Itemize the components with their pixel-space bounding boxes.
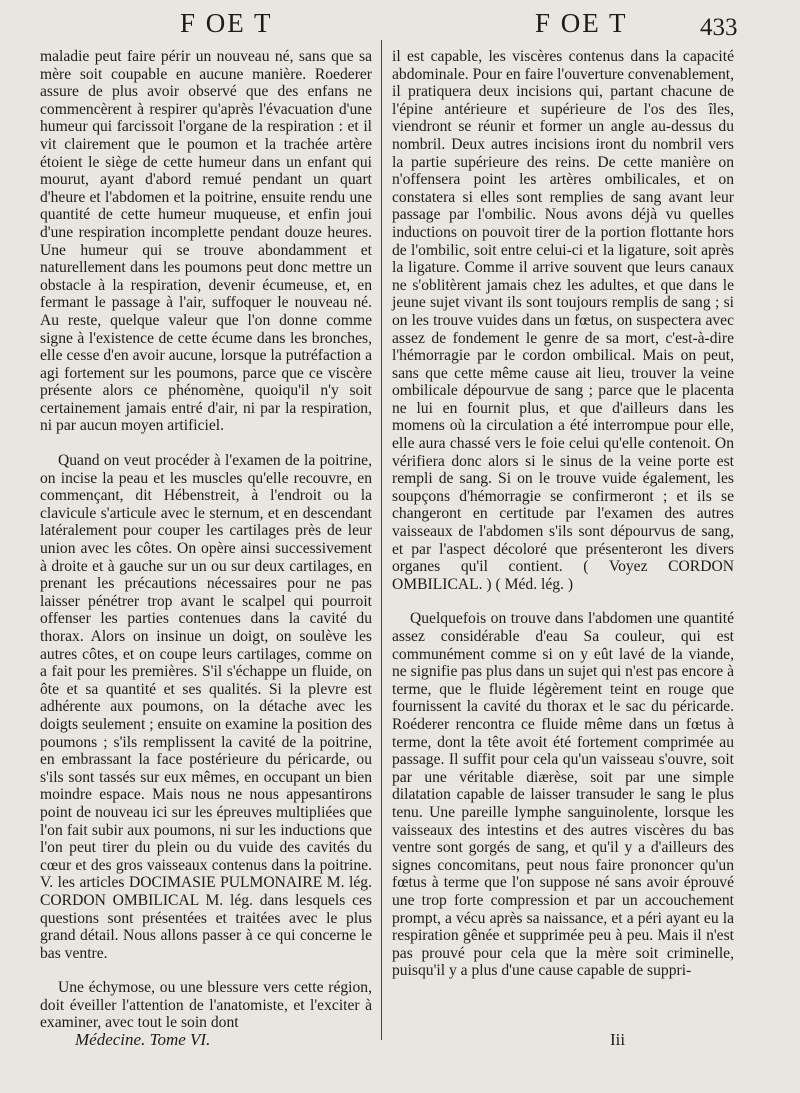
left-paragraph-2: Quand on veut procéder à l'examen de la poitrine, on incise la peau et les muscles qu'elle recouvre, en commençant, dit Hébenstreit, à l'endroit ou la clavicule s'articule avec le sternum, et en descendant latéralement pour couper les cartilages près de leur union avec les côtes. On opère ainsi successivement à droite et à gauche sur un ou sur deux cartilages, en prenant les précautions nécessaires pour ne pas laisser pénétrer trop avant le scalpel qui pourroit offenser les parties contenues dans la cavité du thorax. Alors on insinue un doigt, on soulève les autres côtes, et on coupe leurs cartilages, comme on a fait pour les premières. S'il s'échappe un fluide, on ôte et sa quantité et ses qualités. Si la plevre est adhérente aux poumons, on la détache avec les doigts seulement ; ensuite on examine la position des poumons ; s'ils remplissent la cavité de la poitrine, en embrassant la face postérieure du péricarde, ou s'ils sont tassés sur eux mêmes, en occupant un bien moindre espace. Mais nous ne nous appesantirons point de nouveau ici sur les épreuves multipliées que l'on fait subir aux poumons, ni sur les inductions que l'on peut tirer du plein ou du vuide des cavités du cœur et des gros vaisseaux contenus dans la poitrine. V. les articles DOCIMASIE PULMONAIRE M. lég. CORDON OMBILICAL M. lég. dans lesquels ces questions sont présentées et traitées avec le plus grand détail. Nous allons passer à ce qui concerne le bas ventre. — [40, 452, 372, 962]
left-paragraph-3: Une échymose, ou une blessure vers cette région, doit éveiller l'attention de l'anatomiste, et l'exciter à examiner, avec tout le soin dont — [40, 979, 372, 1032]
right-paragraph-2: Quelquefois on trouve dans l'abdomen une quantité assez considérable d'eau Sa couleur, qui est communément comme si on y eût lavé de la viande, ne signifie pas plus dans un sujet qui n'est pas encore à terme, que le fluide légèrement teint en rouge que fournissent la cavité du thorax et le sac du péricarde. Roéderer rencontra ce fluide même dans un fœtus à terme, dont la tête avoit été fortement comprimée au passage. Il suffit pour cela qu'un vaisseau s'ouvre, soit par une véritable diærèse, soit par une simple dilatation capable de laisser transuder le sang le plus tenu. Une pareille lymphe sanguinolente, lorsque les vaisseaux des intestins et des autres viscères du bas ventre sont gorgés de sang, et qu'il y a d'ailleurs des signes concomitans, peut nous faire prononcer qu'un fœtus à terme que l'on suppose né sans avoir éprouvé une trop forte compression et par un accouchement prompt, a vécu après sa naissance, et a péri ayant eu la respiration gênée et supprimée peu à peu. Mais il n'est pas prouvé pour cela que la mère soit criminelle, puisqu'il y a plus d'une cause capable de suppri- — [392, 610, 734, 980]
left-column — [40, 48, 372, 1032]
right-paragraph-1: il est capable, les viscères contenus dans la capacité abdominale. Pour en faire l'ouverture convenablement, il pratiquera deux incisions qui, partant chacune de l'épine antérieure et supérieure de l'os des îles, viendront se réunir et former un angle au-dessus du nombril. Deux autres incisions iront du nombril vers la partie supérieure des reins. De cette manière on n'offensera point les artères ombilicales, et on constatera si elles sont remplies de sang avant leur passage par l'ombilic. Nous avons déjà vu quelles inductions on pouvoit tirer de la portion flottante hors de l'ombilic, soit entre celui-ci et la ligature, soit après la ligature. Comme il arrive souvent que leurs canaux ne s'oblitèrent jamais chez les adultes, et que dans le jeune sujet vivant ils sont toujours remplis de sang ; si on les trouve vuides dans un fœtus, on suspectera avec assez de fondement le genre de sa mort, c'est-à-dire l'hémorragie par le cordon ombilical. Mais on peut, sans que cette même cause ait lieu, trouver la veine ombilicale dépourvue de sang ; parce que le placenta ne lui en fournit plus, et que d'ailleurs dans les momens où la circulation a été interrompue pour elle, elle aura chassé vers le foie celui qu'elle contenoit. On vérifiera donc alors si le sinus de la veine porte est rempli de sang. Si on le trouve vuide également, les soupçons d'hémorragie se confirmeront ; et ils se changeront en certitude par l'examen des autres vaisseaux de l'abdomen s'ils sont dépourvus de sang, et par l'aspect décoloré que présenteront les divers organes qu'il contient. ( Voyez CORDON OMBILICAL. ) ( Méd. lég. ) — [392, 48, 734, 593]
left-paragraph-1: maladie peut faire périr un nouveau né, sans que sa mère soit coupable en aucune manière. Roederer assure de plus avoir observé que des enfans ne commencèrent à respirer qu'après l'évacuation d'une humeur qui farcissoit l'organe de la respiration : et il vit clairement que le poumon et la trachée artère étoient le siège de cette humeur dans un enfant qui mourut, ayant d'abord remué pendant un quart d'heure et l'abdomen et la poitrine, ensuite rendu une quantité de cette humeur muqueuse, et enfin joui d'une respiration incomplette pendant douze heures. Une humeur qui se trouve abondamment et naturellement dans les poumons peut donc mettre un obstacle à la respiration, devenir écumeuse, et, en fermant le passage à l'air, suffoquer le nouveau né. Au reste, quelque valeur que l'on donne comme signe à l'existence de cette écume dans les bronches, elle cesse d'en avoir aucune, lorsque la putréfaction a agi fortement sur les poumons, parce que ce viscère présente alors ce phénomène, quoiqu'il n'y soit certainement jamais entré d'air, ni par la respiration, ni par aucun moyen artificiel. — [40, 48, 372, 435]
right-column — [392, 48, 734, 980]
column-divider — [381, 40, 382, 1040]
footer-volume: Médecine. Tome VI. — [75, 1030, 211, 1049]
page-number: 433 — [700, 14, 738, 41]
running-head-left: F OE T — [180, 8, 273, 38]
footer-signature: Iii — [610, 1030, 626, 1049]
running-head-right: F OE T — [535, 8, 628, 38]
